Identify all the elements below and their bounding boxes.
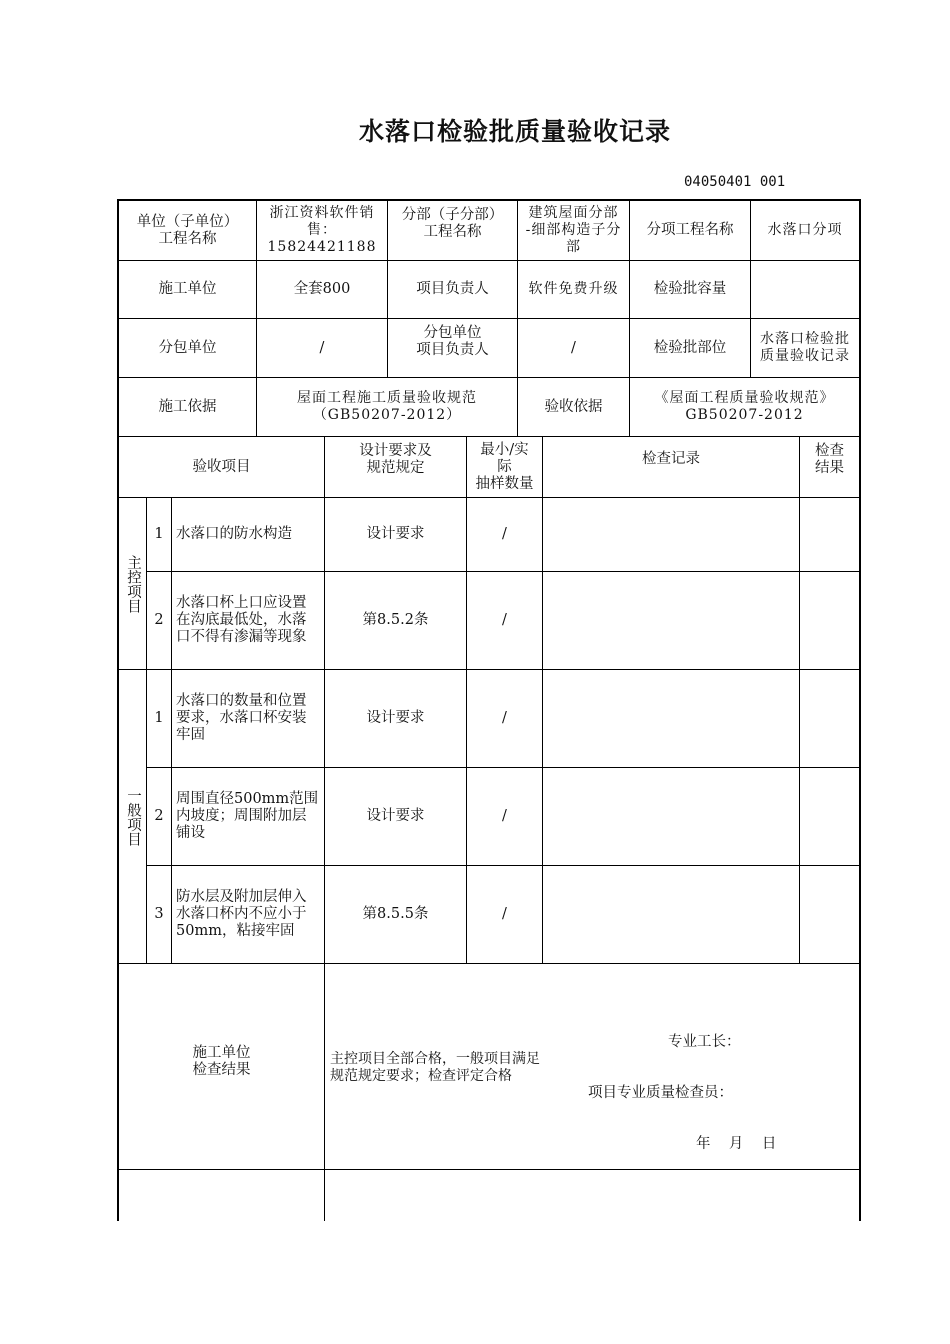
- general-row-1-design: 设计要求: [366, 710, 425, 726]
- page-title: 水落口检验批质量验收记录: [358, 117, 671, 146]
- general-row-2-no: 2: [154, 808, 164, 824]
- acceptance-basis-label: 验收依据: [544, 398, 603, 415]
- batch-capacity-label: 检验批容量: [653, 281, 727, 297]
- unit-name-label: 单位（子单位） 工程名称: [136, 213, 239, 247]
- project-manager-value: 软件免费升级: [528, 281, 619, 297]
- main-row-1-no: 1: [154, 526, 164, 542]
- general-row-1-sample: /: [502, 710, 507, 726]
- division-name-label: 分部（子分部） 工程名称: [401, 206, 504, 240]
- column-header-item: 验收项目: [192, 458, 251, 475]
- construction-basis-value: 屋面工程施工质量验收规范 （GB50207-2012）: [297, 390, 477, 423]
- general-row-2-sample: /: [502, 808, 507, 824]
- general-row-2-desc: 周围直径500mm范围 内坡度；周围附加层 铺设: [176, 791, 319, 841]
- inspection-comment: 主控项目全部合格，一般项目满足 规范规定要求；检查评定合格: [330, 1051, 540, 1084]
- batch-location-value: 水落口检验批 质量验收记录: [760, 331, 850, 364]
- general-row-3-no: 3: [154, 906, 164, 922]
- general-row-2-design: 设计要求: [366, 808, 425, 824]
- sub-pm-value: /: [571, 339, 576, 356]
- column-header-result: 检查 结果: [815, 442, 844, 476]
- quality-inspector-signature-label: 项目专业质量检查员：: [588, 1085, 733, 1101]
- main-row-2-desc: 水落口杯上口应设置 在沟底最低处，水落 口不得有渗漏等现象: [176, 595, 307, 645]
- batch-capacity-value: [751, 261, 859, 318]
- subcontractor-value: /: [319, 339, 325, 356]
- construction-basis-label: 施工依据: [158, 398, 217, 415]
- column-header-design: 设计要求及 规范规定: [359, 442, 432, 476]
- main-row-1-desc: 水落口的防水构造: [176, 526, 292, 542]
- inspection-date: 年 月 日: [696, 1136, 777, 1152]
- row-divider: [117, 1169, 861, 1170]
- sub-item-name-label: 分项工程名称: [646, 222, 734, 238]
- general-row-1-no: 1: [154, 710, 164, 726]
- general-row-3-sample: /: [502, 906, 507, 922]
- contractor-label: 施工单位: [158, 281, 217, 297]
- main-row-2-design: 第8.5.2条: [362, 612, 429, 628]
- main-row-1-sample: /: [502, 526, 507, 542]
- foreman-signature-label: 专业工长：: [668, 1034, 741, 1050]
- contractor-inspection-label: 施工单位 检查结果: [192, 1044, 251, 1078]
- column-header-sample: 最小/实 际 抽样数量: [475, 441, 534, 492]
- column-header-record: 检查记录: [642, 451, 700, 467]
- general-row-3-design: 第8.5.5条: [362, 906, 429, 922]
- general-row-1-desc: 水落口的数量和位置 要求，水落口杯安装 牢固: [176, 693, 307, 743]
- main-row-2-no: 2: [154, 612, 164, 628]
- division-name-value: 建筑屋面分部 -细部构造子分 部: [525, 205, 622, 255]
- main-control-group-label: 主控项目: [125, 554, 141, 613]
- general-row-3-desc: 防水层及附加层伸入 水落口杯内不应小于 50mm，粘接牢固: [176, 889, 307, 939]
- batch-location-label: 检验批部位: [653, 339, 727, 356]
- acceptance-basis-value: 《屋面工程质量验收规范》 GB50207-2012: [654, 390, 835, 423]
- subcontractor-label: 分包单位: [158, 339, 217, 356]
- main-row-1-design: 设计要求: [366, 526, 425, 542]
- col-divider: [324, 963, 325, 1221]
- sub-pm-label: 分包单位 项目负责人: [416, 324, 489, 358]
- unit-name-value: 浙江资料软件销 售：15824421188: [267, 205, 377, 255]
- document-number: 04050401 001: [684, 174, 786, 190]
- contractor-value: 全套800: [293, 281, 351, 297]
- main-row-2-sample: /: [502, 612, 507, 628]
- project-manager-label: 项目负责人: [416, 281, 489, 297]
- col-divider: [799, 436, 800, 963]
- sub-item-name-value: 水落口分项: [767, 222, 843, 238]
- col-divider: [542, 436, 543, 963]
- general-group-label: 一般项目: [125, 787, 141, 846]
